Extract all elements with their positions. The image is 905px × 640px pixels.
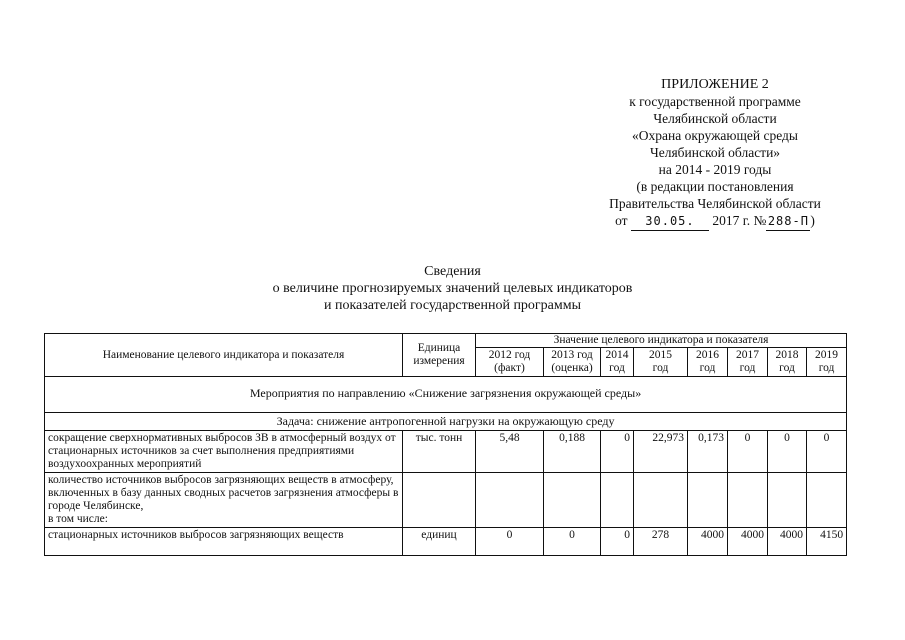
row-value: 0 xyxy=(807,431,847,473)
col-header-unit-line-2: измерения xyxy=(413,355,465,367)
col-header-year: 2014 год xyxy=(601,348,634,377)
appendix-date-line xyxy=(560,212,870,231)
heading-line-1: Сведения xyxy=(424,264,481,279)
row-value xyxy=(728,473,768,528)
row-value xyxy=(476,473,544,528)
task-row xyxy=(45,413,847,431)
row-value xyxy=(688,473,728,528)
appendix-line: на 2014 - 2019 годы xyxy=(658,162,772,177)
col-header-unit xyxy=(403,334,476,377)
col-header-unit-line-1: Единица xyxy=(417,342,461,354)
row-value: 4000 xyxy=(688,528,728,556)
row-value: 0 xyxy=(768,431,807,473)
row-value xyxy=(634,473,688,528)
section-row xyxy=(45,377,847,413)
appendix-line: Челябинской области» xyxy=(649,145,781,160)
row-name: сокращение сверхнормативных выбросов ЗВ в атмосферный воздух от стационарных источников за счет выполнения предприятиями воздухоохранных мероприятий xyxy=(45,431,403,473)
row-value xyxy=(601,473,634,528)
col-header-values: Значение целевого индикатора и показателя xyxy=(476,334,847,348)
row-value: 278 xyxy=(634,528,688,556)
row-value: 0 xyxy=(544,528,601,556)
heading-line-2: о величине прогнозируемых значений целевых индикаторов xyxy=(272,281,633,296)
row-value: 22,973 xyxy=(634,431,688,473)
row-value: 0 xyxy=(601,528,634,556)
col-header-year: 2012 год (факт) xyxy=(476,348,544,377)
header-row-1 xyxy=(45,334,847,348)
heading-line-3: и показателей государственной программы xyxy=(323,298,582,313)
date-value: 30.05. xyxy=(631,213,709,231)
row-value: 4000 xyxy=(768,528,807,556)
decree-number: 288-П xyxy=(766,213,810,231)
appendix-line: к государственной программе xyxy=(629,94,801,109)
row-unit: единиц xyxy=(403,528,476,556)
col-header-year: 2016 год xyxy=(688,348,728,377)
row-value: 0 xyxy=(601,431,634,473)
col-header-year: 2017 год xyxy=(728,348,768,377)
col-header-year: 2015 год xyxy=(634,348,688,377)
row-value xyxy=(544,473,601,528)
col-header-year: 2013 год (оценка) xyxy=(544,348,601,377)
row-value: 4000 xyxy=(728,528,768,556)
row-unit: тыс. тонн xyxy=(403,431,476,473)
appendix-line: Правительства Челябинской области xyxy=(609,196,821,211)
document-heading xyxy=(0,263,905,314)
row-unit xyxy=(403,473,476,528)
col-header-year: 2019 год xyxy=(807,348,847,377)
appendix-title: ПРИЛОЖЕНИЕ 2 xyxy=(661,77,769,92)
row-name-text-2: в том числе: xyxy=(48,513,108,525)
row-name: стационарных источников выбросов загрязняющих веществ xyxy=(45,528,403,556)
row-value: 5,48 xyxy=(476,431,544,473)
appendix-line: Челябинской области xyxy=(653,111,777,126)
row-value xyxy=(768,473,807,528)
date-prefix: от xyxy=(615,213,628,228)
table-row xyxy=(45,431,847,473)
row-value: 0,188 xyxy=(544,431,601,473)
row-value: 4150 xyxy=(807,528,847,556)
appendix-line: «Охрана окружающей среды xyxy=(632,128,798,143)
row-value xyxy=(807,473,847,528)
table-row xyxy=(45,528,847,556)
indicators-table xyxy=(44,333,847,556)
task-title: Задача: снижение антропогенной нагрузки на окружающую среду xyxy=(45,413,847,431)
row-value: 0 xyxy=(728,431,768,473)
col-header-year: 2018 год xyxy=(768,348,807,377)
date-year: 2017 г. № xyxy=(712,213,767,228)
appendix-block xyxy=(560,76,870,231)
row-value: 0,173 xyxy=(688,431,728,473)
row-name-text: количество источников выбросов загрязняющих веществ в атмосферу, включенных в базу данных сводных расчетов загрязнения атмосферы в городе Челябинске, xyxy=(48,474,399,512)
date-suffix: ) xyxy=(810,213,815,228)
row-name xyxy=(45,473,403,528)
table-row xyxy=(45,473,847,528)
col-header-name: Наименование целевого индикатора и показателя xyxy=(45,334,403,377)
row-value: 0 xyxy=(476,528,544,556)
appendix-line: (в редакции постановления xyxy=(636,179,794,194)
section-title: Мероприятия по направлению «Снижение загрязнения окружающей среды» xyxy=(45,377,847,413)
